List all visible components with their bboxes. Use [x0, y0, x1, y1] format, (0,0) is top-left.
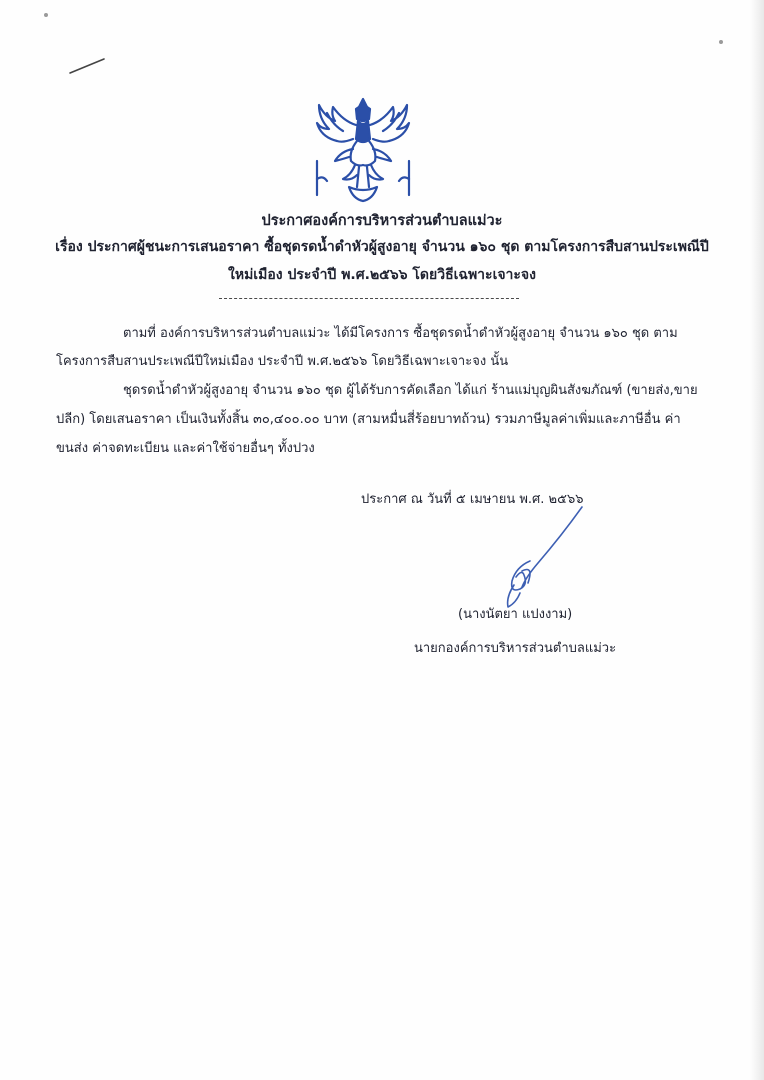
section-divider: [219, 298, 519, 299]
subject-line-1: เรื่อง ประกาศผู้ชนะการเสนอราคา ซื้อชุดรดน้ำดำหัวผู้สูงอายุ จำนวน ๑๖๐ ชุด ตามโครงการสืบสานประเพณีปี: [55, 239, 709, 255]
scan-edge-shadow: [750, 0, 764, 1080]
scan-speck: [719, 40, 723, 44]
scan-speck: [44, 13, 48, 17]
paragraph-2-line-1: ชุดรดน้ำดำหัวผู้สูงอายุ จำนวน ๑๖๐ ชุด ผู้ได้รับการคัดเลือก ได้แก่ ร้านแม่บุญผินสังฆภัณฑ์ (ขายส่ง,ขาย: [123, 383, 698, 398]
handwritten-signature-icon: [470, 505, 610, 615]
subject-line-2: ใหม่เมือง ประจำปี พ.ศ.๒๕๖๖ โดยวิธีเฉพาะเจาะจง: [228, 267, 536, 283]
paragraph-1-line-1: ตามที่ องค์การบริหารส่วนตำบลแม่วะ ได้มีโครงการ ซื้อชุดรดน้ำดำหัวผู้สูงอายุ จำนวน ๑๖๐ ชุด ตาม: [123, 326, 678, 341]
signatory-name: (นางนัตยา แปงงาม): [458, 607, 573, 622]
paragraph-1-line-2: โครงการสืบสานประเพณีปีใหม่เมือง ประจำปี พ.ศ.๒๕๖๖ โดยวิธีเฉพาะเจาะจง นั้น: [56, 354, 509, 369]
announcement-date: ประกาศ ณ วันที่ ๕ เมษายน พ.ศ. ๒๕๖๖: [361, 492, 584, 507]
garuda-emblem-icon: [313, 95, 413, 205]
signatory-position: นายกองค์การบริหารส่วนตำบลแม่วะ: [414, 641, 617, 656]
pen-mark-icon: [68, 56, 108, 76]
paragraph-2-line-3: ขนส่ง ค่าจดทะเบียน และค่าใช้จ่ายอื่นๆ ทั้งปวง: [56, 441, 315, 456]
paragraph-2-line-2: ปลีก) โดยเสนอราคา เป็นเงินทั้งสิ้น ๓๐,๔๐๐.๐๐ บาท (สามหมื่นสี่ร้อยบาทถ้วน) รวมภาษีมูลค่าเพิ่มและภาษีอื่น ค่า: [56, 412, 681, 427]
announcement-title: ประกาศองค์การบริหารส่วนตำบลแม่วะ: [261, 213, 503, 229]
